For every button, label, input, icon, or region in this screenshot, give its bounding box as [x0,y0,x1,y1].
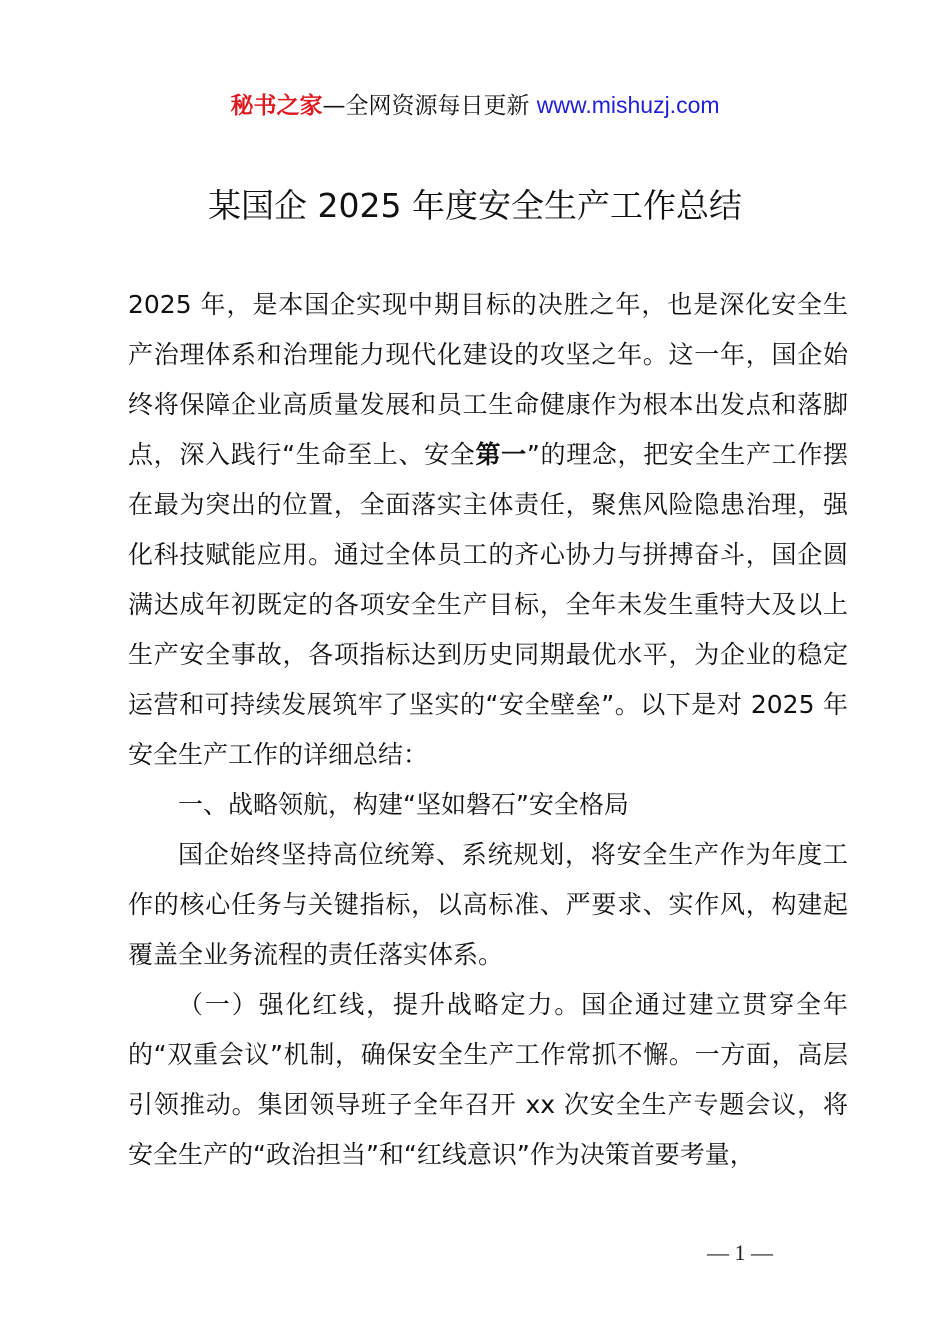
document-body [128,280,848,1180]
intro-text-part-1: 2025 年，是本国企实现中期目标的决胜之年，也是深化安全生产治理体系和治理能力现代化建设的攻坚之年。这一年，国企始终将保障企业高质量发展和员工生命健康作为根本出发点和落脚点，深入践行“生命至上、安全 [128,290,848,469]
site-url-link[interactable]: www.mishuzj.com [536,92,720,118]
intro-paragraph [128,280,848,780]
section-heading: 一、战略领航，构建“坚如磐石”安全格局 [178,790,629,819]
header-tagline: —全网资源每日更新 [322,93,530,119]
intro-bold-text: 第一 [475,440,527,469]
brand-name: 秘书之家 [230,93,323,119]
subsection-paragraph: （一）强化红线，提升战略定力。国企通过建立贯穿全年的“双重会议”机制，确保安全生产工作常抓不懈。一方面，高层引领推动。集团领导班子全年召开 xx 次安全生产专题会议，将安全生产的“政治担当”和“红线意识”作为决策首要考量， [128,990,848,1169]
page-number: — 1 — [707,1240,773,1265]
site-header [0,88,950,123]
section-paragraph: 国企始终坚持高位统筹、系统规划，将安全生产作为年度工作的核心任务与关键指标，以高标准、严要求、实作风，构建起覆盖全业务流程的责任落实体系。 [128,840,848,969]
document-title: 某国企 2025 年度安全生产工作总结 [208,186,742,225]
intro-text-part-2: ”的理念，把安全生产工作摆在最为突出的位置，全面落实主体责任，聚焦风险隐患治理，强化科技赋能应用。通过全体员工的齐心协力与拼搏奋斗，国企圆满达成年初既定的各项安全生产目标，全年未发生重特大及以上生产安全事故，各项指标达到历史同期最优水平，为企业的稳定运营和可持续发展筑牢了坚实的“安全壁垒”。以下是对 2025 年安全生产工作的详细总结： [128,440,849,769]
